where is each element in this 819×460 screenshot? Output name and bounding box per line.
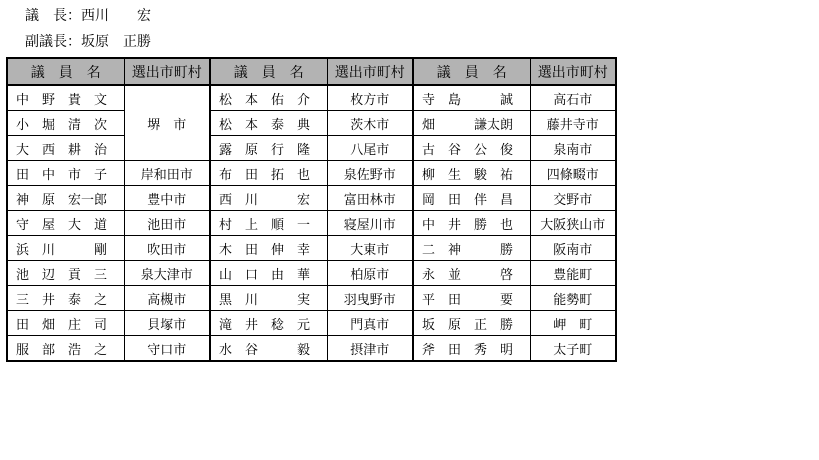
member-name-cell: 斧 田 秀 明	[413, 336, 530, 362]
member-name-cell: 松 本 泰 典	[210, 111, 327, 136]
header-name: 議 員 名	[7, 58, 124, 85]
district-cell: 富田林市	[327, 186, 413, 211]
member-name-cell: 服 部 浩 之	[7, 336, 124, 362]
member-name-cell: 大 西 耕 治	[7, 136, 124, 161]
member-name-cell: 三 井 泰 之	[7, 286, 124, 311]
member-name-cell: 露 原 行 隆	[210, 136, 327, 161]
district-cell: 岸和田市	[124, 161, 210, 186]
member-name-cell: 坂 原 正 勝	[413, 311, 530, 336]
header-district: 選出市町村	[530, 58, 616, 85]
member-name-cell: 古 谷 公 俊	[413, 136, 530, 161]
district-cell: 大東市	[327, 236, 413, 261]
member-table	[6, 57, 617, 362]
member-name-cell: 村 上 順 一	[210, 211, 327, 236]
member-name-cell: 松 本 佑 介	[210, 85, 327, 111]
member-name-cell: 畑 謙太朗	[413, 111, 530, 136]
district-cell: 太子町	[530, 336, 616, 362]
table-row	[7, 136, 616, 161]
member-name-cell: 二 神 勝	[413, 236, 530, 261]
district-cell: 大阪狭山市	[530, 211, 616, 236]
district-cell: 泉佐野市	[327, 161, 413, 186]
district-cell: 八尾市	[327, 136, 413, 161]
vice-chair-label: 副議長：	[25, 34, 81, 50]
member-name-cell: 西 川 宏	[210, 186, 327, 211]
district-cell: 能勢町	[530, 286, 616, 311]
member-name-cell: 柳 生 駿 祐	[413, 161, 530, 186]
district-cell: 交野市	[530, 186, 616, 211]
table-row	[7, 311, 616, 336]
district-cell: 泉南市	[530, 136, 616, 161]
member-name-cell: 神 原 宏一郎	[7, 186, 124, 211]
district-cell: 茨木市	[327, 111, 413, 136]
member-name-cell: 平 田 要	[413, 286, 530, 311]
header-name: 議 員 名	[210, 58, 327, 85]
district-cell: 阪南市	[530, 236, 616, 261]
table-row	[7, 85, 616, 111]
district-cell: 吹田市	[124, 236, 210, 261]
table-row	[7, 111, 616, 136]
district-cell: 豊能町	[530, 261, 616, 286]
table-row	[7, 161, 616, 186]
member-name-cell: 永 並 啓	[413, 261, 530, 286]
district-cell: 枚方市	[327, 85, 413, 111]
district-cell: 四條畷市	[530, 161, 616, 186]
district-cell: 豊中市	[124, 186, 210, 211]
table-row	[7, 261, 616, 286]
member-name-cell: 水 谷 毅	[210, 336, 327, 362]
member-name-cell: 田 中 市 子	[7, 161, 124, 186]
table-row	[7, 186, 616, 211]
member-name-cell: 山 口 由 華	[210, 261, 327, 286]
table-row	[7, 286, 616, 311]
chair-label: 議 長：	[25, 8, 81, 24]
district-cell: 摂津市	[327, 336, 413, 362]
district-cell: 門真市	[327, 311, 413, 336]
member-name-cell: 布 田 拓 也	[210, 161, 327, 186]
district-cell: 藤井寺市	[530, 111, 616, 136]
member-name-cell: 浜 川 剛	[7, 236, 124, 261]
member-name-cell: 中 野 貴 文	[7, 85, 124, 111]
header-name: 議 員 名	[413, 58, 530, 85]
member-name-cell: 守 屋 大 道	[7, 211, 124, 236]
table-row	[7, 336, 616, 362]
chair-name: 西川 宏	[81, 8, 151, 24]
chair-line	[25, 7, 151, 25]
district-cell: 羽曳野市	[327, 286, 413, 311]
district-cell: 泉大津市	[124, 261, 210, 286]
district-cell: 守口市	[124, 336, 210, 362]
member-name-cell: 田 畑 庄 司	[7, 311, 124, 336]
table-row	[7, 211, 616, 236]
member-name-cell: 池 辺 貢 三	[7, 261, 124, 286]
district-cell: 岬 町	[530, 311, 616, 336]
member-name-cell: 中 井 勝 也	[413, 211, 530, 236]
district-cell: 寝屋川市	[327, 211, 413, 236]
district-cell: 貝塚市	[124, 311, 210, 336]
vice-chair-name: 坂原 正勝	[81, 34, 151, 50]
district-cell: 高石市	[530, 85, 616, 111]
member-name-cell: 寺 島 誠	[413, 85, 530, 111]
district-cell: 柏原市	[327, 261, 413, 286]
header-district: 選出市町村	[124, 58, 210, 85]
member-name-cell: 岡 田 伴 昌	[413, 186, 530, 211]
member-name-cell: 小 堀 清 次	[7, 111, 124, 136]
district-cell: 池田市	[124, 211, 210, 236]
district-cell: 堺 市	[124, 85, 210, 161]
vice-chair-line	[25, 33, 151, 51]
district-cell: 高槻市	[124, 286, 210, 311]
member-name-cell: 木 田 伸 幸	[210, 236, 327, 261]
table-header-row	[7, 58, 616, 85]
member-name-cell: 滝 井 稔 元	[210, 311, 327, 336]
table-row	[7, 236, 616, 261]
member-name-cell: 黒 川 実	[210, 286, 327, 311]
header-district: 選出市町村	[327, 58, 413, 85]
